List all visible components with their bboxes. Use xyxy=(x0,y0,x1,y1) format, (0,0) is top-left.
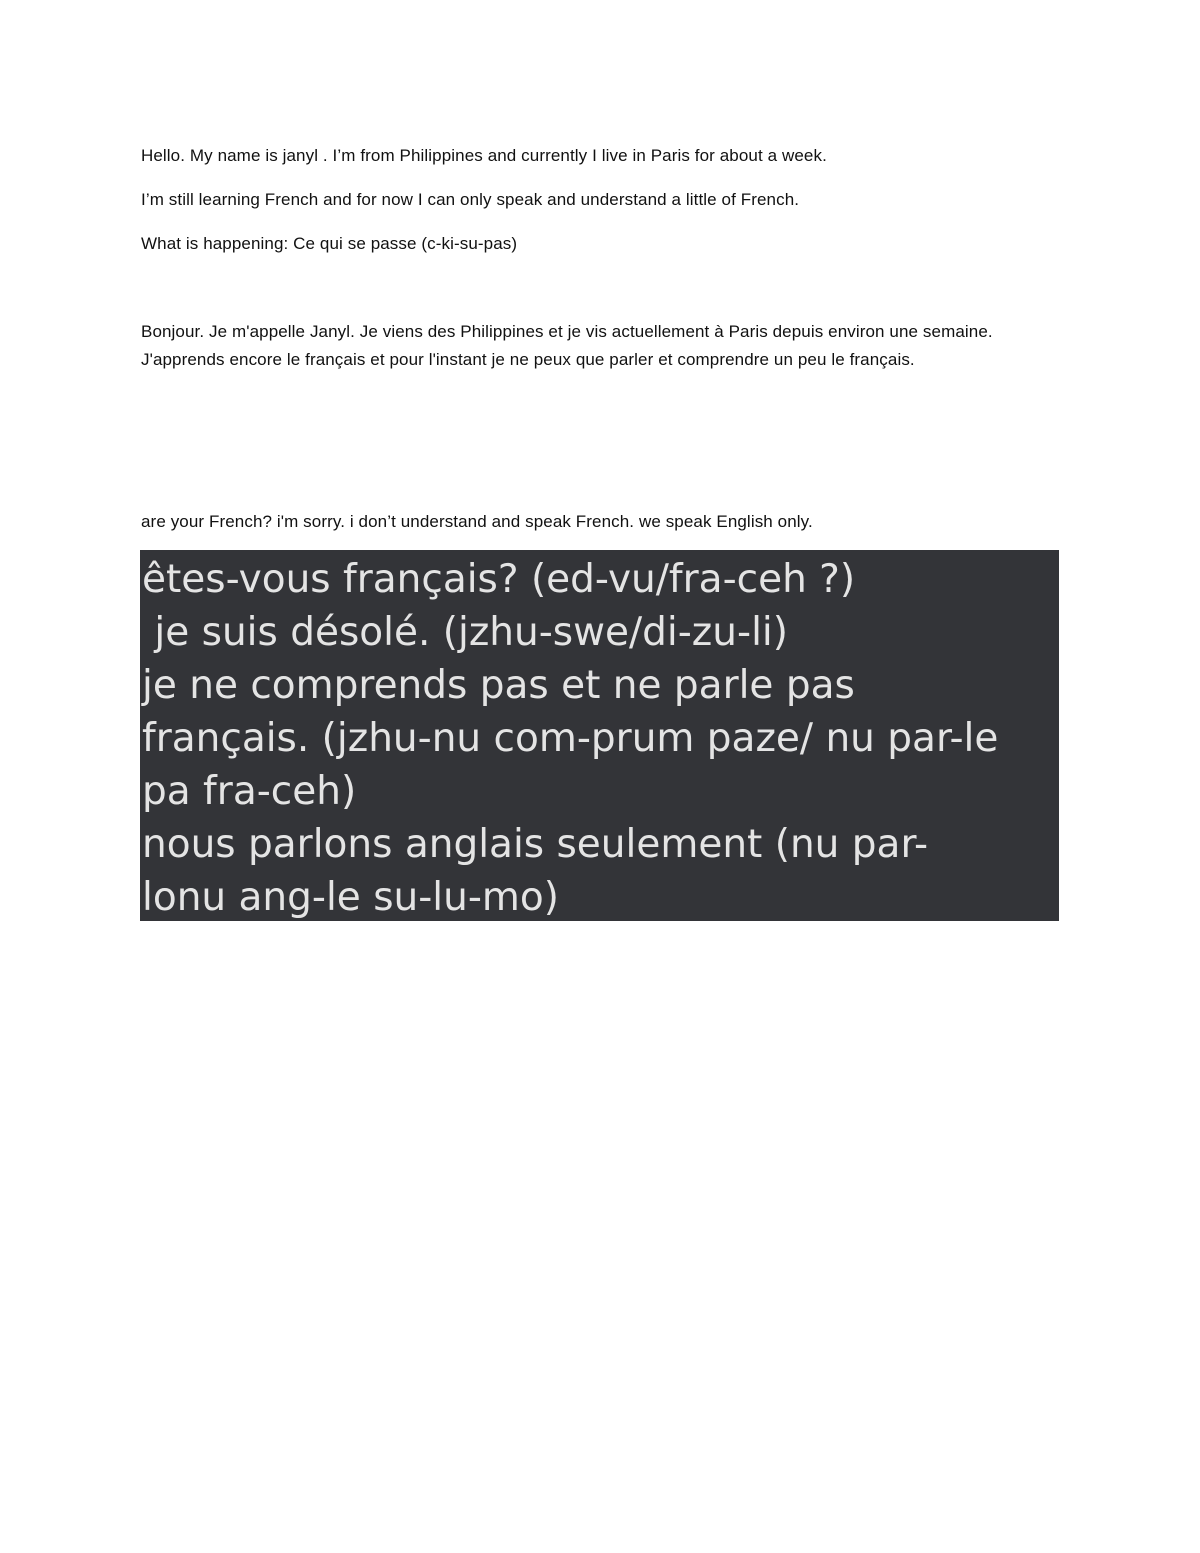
highlight-line: êtes-vous français? (ed-vu/fra-ceh ?) xyxy=(142,557,856,602)
highlight-line: je suis désolé. (jzhu-swe/di-zu-li) xyxy=(142,610,788,655)
highlight-line: je ne comprends pas et ne parle pas xyxy=(142,663,855,708)
phrase-what-is-happening: What is happening: Ce qui se passe (c-ki-su-pas) xyxy=(141,234,518,253)
learning-paragraph-english: I’m still learning French and for now I can only speak and understand a little of French. xyxy=(141,190,800,209)
intro-paragraph-english: Hello. My name is janyl . I’m from Philippines and currently I live in Paris for about a week. xyxy=(141,146,827,165)
intro-paragraph-french: Bonjour. Je m'appelle Janyl. Je viens des Philippines et je vis actuellement à Paris depuis environ une semaine. J'apprends encore le français et pour l'instant je ne peux que parler et comprendre un peu le français. xyxy=(141,322,998,369)
highlight-line: nous parlons anglais seulement (nu par- xyxy=(142,822,929,867)
highlight-line: lonu ang-le su-lu-mo) xyxy=(142,875,560,920)
highlight-line: pa fra-ceh) xyxy=(142,769,357,814)
french-phrases-highlight-block xyxy=(140,550,1059,921)
question-paragraph-english: are your French? i'm sorry. i don’t understand and speak French. we speak English only. xyxy=(141,512,813,531)
highlight-line: français. (jzhu-nu com-prum paze/ nu par-le xyxy=(142,716,999,761)
